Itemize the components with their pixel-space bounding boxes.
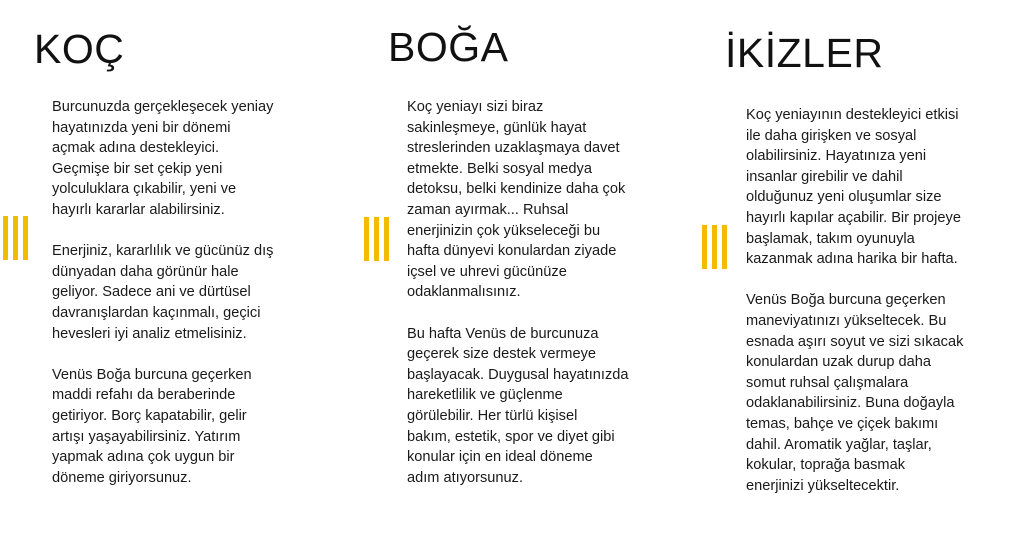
column-koc	[0, 0, 340, 541]
text-line: enerjinizi yükseltecektir.	[746, 477, 900, 494]
text-line: içsel ve uhrevi gücünüze	[407, 263, 567, 280]
text-line: hareketlilik ve güçlenme	[407, 387, 563, 404]
text-line: zaman ayırmak... Ruhsal	[407, 201, 569, 218]
text-line: ile daha girişken ve sosyal	[746, 127, 917, 144]
text-line: somut ruhsal çalışmalara	[746, 374, 909, 391]
text-line: artışı yaşayabilirsiniz. Yatırım	[52, 428, 241, 445]
text-line: dünyadan daha görünür hale	[52, 263, 239, 280]
text-line: Koç yeniayı sizi biraz	[407, 99, 544, 115]
text-line: sakinleşmeye, günlük hayat	[407, 119, 587, 136]
text-line: yapmak adına çok uygun bir	[52, 449, 235, 466]
text-line: enerjinizin çok yükseleceği bu	[407, 222, 601, 239]
three-vertical-bars-icon	[702, 225, 727, 269]
text-line: Venüs Boğa burcuna geçerken	[52, 366, 252, 383]
paragraph	[407, 324, 669, 489]
text-line: Venüs Boğa burcuna geçerken	[746, 292, 946, 309]
text-line: olduğunuz yeni oluşumlar size	[746, 189, 942, 206]
text-line: başlayacak. Duygusal hayatınızda	[407, 366, 629, 383]
text-line: hayırlı kapılar açabilir. Bir projeye	[746, 209, 961, 226]
text-line: temas, bahçe ve çiçek bakımı	[746, 415, 939, 432]
column-boga	[340, 0, 680, 541]
sign-title-boga: BOĞA	[388, 24, 509, 70]
text-line: detoksu, belki kendinize daha çok	[407, 181, 626, 198]
text-line: maneviyatınızı yükseltecek. Bu	[746, 312, 947, 329]
text-line: davranışlardan kaçınmalı, geçici	[52, 304, 261, 321]
paragraph	[52, 97, 314, 221]
text-line: getiriyor. Borç kapatabilir, gelir	[52, 407, 247, 424]
text-line: Koç yeniayının destekleyici etkisi	[746, 107, 959, 123]
text-line: geçerek size destek vermeye	[407, 346, 596, 363]
text-line: açmak adına destekleyici.	[52, 140, 220, 157]
text-line: etmekte. Belki sosyal medya	[407, 160, 592, 177]
text-line: adım atıyorsunuz.	[407, 469, 523, 486]
text-line: olabilirsiniz. Hayatınıza yeni	[746, 148, 927, 165]
sign-title-ikizler: İKİZLER	[725, 30, 884, 76]
text-line: bakım, estetik, spor ve diyet gibi	[407, 428, 615, 445]
sign-text-boga	[407, 97, 669, 509]
three-vertical-bars-icon	[3, 216, 28, 260]
sign-text-ikizler	[746, 105, 1006, 517]
text-line: konulardan uzak durup daha	[746, 354, 931, 371]
text-line: maddi refahı da beraberinde	[52, 387, 236, 404]
text-line: hevesleri iyi analiz etmelisiniz.	[52, 325, 247, 342]
paragraph	[52, 365, 314, 489]
paragraph	[746, 290, 1006, 496]
paragraph	[407, 97, 669, 303]
text-line: konular için en ideal döneme	[407, 449, 593, 466]
text-line: esnada aşırı soyut ve sizi sıkacak	[746, 333, 964, 350]
text-line: Geçmişe bir set çekip yeni	[52, 160, 223, 177]
text-line: insanlar girebilir ve dahil	[746, 168, 903, 185]
text-line: odaklanmalısınız.	[407, 284, 521, 301]
text-line: görülebilir. Her türlü kişisel	[407, 407, 578, 424]
text-line: Burcunuzda gerçekleşecek yeniay	[52, 99, 274, 115]
text-line: Enerjiniz, kararlılık ve gücünüz dış	[52, 243, 274, 260]
text-line: dahil. Aromatik yağlar, taşlar,	[746, 436, 932, 453]
three-vertical-bars-icon	[364, 217, 389, 261]
paragraph	[52, 241, 314, 344]
sign-title-koc: KOÇ	[34, 26, 125, 72]
text-line: kazanmak adına harika bir hafta.	[746, 251, 958, 268]
text-line: hafta dünyevi konulardan ziyade	[407, 243, 617, 260]
text-line: odaklanabilirsiniz. Buna doğayla	[746, 395, 955, 412]
text-line: geliyor. Sadece ani ve dürtüsel	[52, 284, 251, 301]
text-line: kokular, toprağa basmak	[746, 457, 905, 474]
text-line: streslerinden uzaklaşmaya davet	[407, 140, 620, 157]
column-ikizler	[680, 0, 1024, 541]
sign-text-koc	[52, 97, 314, 509]
text-line: başlamak, takım oyunuyla	[746, 230, 915, 247]
text-line: hayırlı kararlar alabilirsiniz.	[52, 201, 225, 218]
text-line: yolculuklara çıkabilir, yeni ve	[52, 181, 237, 198]
text-line: hayatınızda yeni bir dönemi	[52, 119, 231, 136]
text-line: döneme giriyorsunuz.	[52, 469, 192, 486]
paragraph	[746, 105, 1006, 270]
text-line: Bu hafta Venüs de burcunuza	[407, 325, 599, 342]
